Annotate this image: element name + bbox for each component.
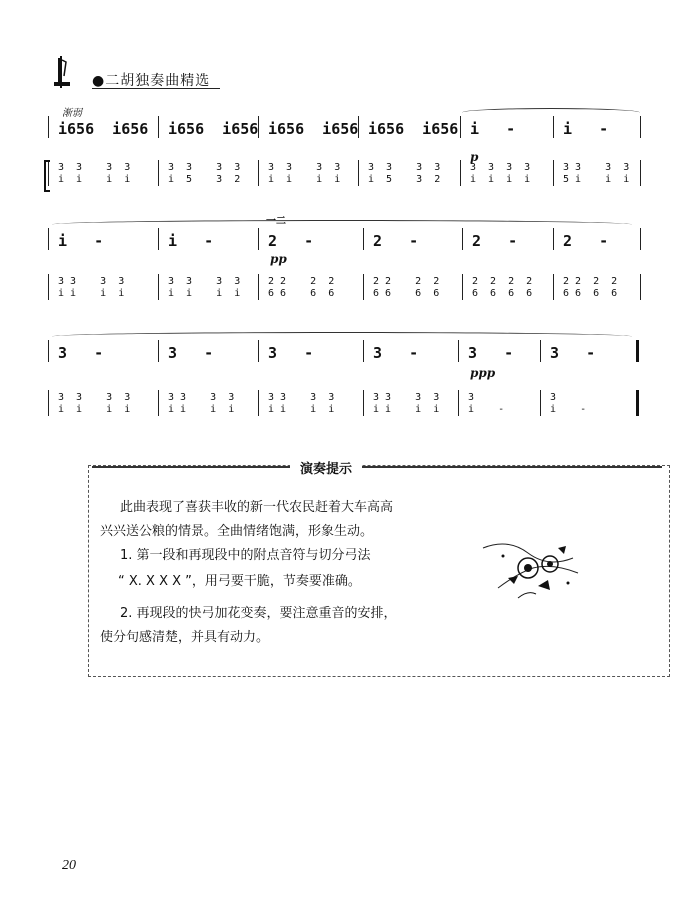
accompaniment-lower: i i i i [268,404,335,415]
barline [363,274,364,300]
accompaniment-lower: i i i i [58,174,131,185]
melody-measure: 2 - [472,232,518,250]
accompaniment-upper: 3 3 3 3 [368,162,441,173]
barline [358,160,359,186]
slur [52,332,632,341]
tips-paragraph-3-line-1: 2. 再现段的快弓加花变奏，要注意重音的安排， [120,606,397,621]
accompaniment-lower: i 5 3 2 [168,174,241,185]
accompaniment-lower: 5 i i i [563,174,630,185]
tips-paragraph-1-line-1: 此曲表现了喜获丰收的新一代农民赶着大车高高 [120,500,394,515]
accompaniment-upper: 3 3 3 3 [268,392,335,403]
melody-measure: i656 i656 [368,120,459,138]
accompaniment-upper: 2 2 2 2 [472,276,533,287]
melody-measure: 2 - [563,232,609,250]
barline [540,390,541,416]
accompaniment-lower: 6 6 6 6 [563,288,618,299]
barline [158,228,159,250]
barline [258,160,259,186]
barline [158,116,159,138]
book-title: ●二胡独奏曲精选 [92,73,211,89]
barline [462,228,463,250]
barline [48,116,49,138]
accompaniment-upper: 2 2 2 2 [268,276,335,287]
melody-measure: i656 i656 [268,120,359,138]
barline [48,390,49,416]
barline [363,228,364,250]
accompaniment-upper: 3 3 3 3 [168,276,241,287]
accompaniment-upper: 3 3 3 3 [168,392,235,403]
dynamic-marking: pp [270,252,287,266]
accompaniment-lower: i i i i [58,288,125,299]
flower-sketch-icon [478,528,588,608]
accompaniment-lower: i i i i [168,404,235,415]
dynamic-marking: ppp [470,366,496,380]
barline [460,160,461,186]
accompaniment-lower: i i i i [268,174,341,185]
melody-measure: 3 - [268,344,314,362]
accompaniment-lower: 6 6 6 6 [268,288,335,299]
accompaniment-upper: 3 3 3 3 [58,162,131,173]
melody-measure: 3 - [550,344,596,362]
barline [458,390,459,416]
accompaniment-lower: i 5 3 2 [368,174,441,185]
accompaniment-upper: 3 3 3 3 [58,392,131,403]
tips-paragraph-2-line-2: “ X. X X X ”，用弓要干脆，节奏要准确。 [118,574,361,589]
fingering-marking: 一二 [266,216,286,227]
barline [363,340,364,362]
barline [48,274,49,300]
header-underline [92,88,220,89]
accompaniment-lower: i - [550,404,587,415]
accompaniment-upper: 3 3 3 3 [268,162,341,173]
dynamic-marking: p [470,150,479,164]
accompaniment-lower: i i i i [470,174,531,185]
accompaniment-lower: 6 6 6 6 [373,288,440,299]
tips-paragraph-1-line-2: 兴兴送公粮的情景。全曲情绪饱满，形象生动。 [100,524,374,539]
melody-measure: 3 - [168,344,214,362]
tips-paragraph-3-line-2: 使分句感清楚，并具有动力。 [100,630,270,645]
barline [553,160,554,186]
melody-measure: 3 - [373,344,419,362]
barline [553,228,554,250]
barline [460,116,461,138]
melody-measure: i656 i656 [168,120,259,138]
accompaniment-lower: i i i i [168,288,241,299]
barline [640,160,641,186]
barline [458,340,459,362]
system-bracket [44,160,50,192]
barline [48,228,49,250]
melody-measure: 3 - [58,344,104,362]
melody-measure: 2 - [373,232,419,250]
barline [640,116,641,138]
melody-measure: 3 - [468,344,514,362]
accompaniment-upper: 3 3 3 3 [563,162,630,173]
barline [258,228,259,250]
final-barline [636,390,639,416]
erhu-icon [44,56,84,90]
accompaniment-lower: i i i i [58,404,131,415]
barline [640,274,641,300]
accompaniment-upper: 3 3 3 3 [373,392,440,403]
barline [158,274,159,300]
melody-measure: i - [168,232,214,250]
accompaniment-upper: 2 2 2 2 [373,276,440,287]
accompaniment-upper: 3 [468,392,475,403]
barline [158,160,159,186]
barline [158,340,159,362]
barline [540,340,541,362]
melody-measure: 2 - [268,232,314,250]
tips-title: 演奏提示 [290,458,362,477]
accompaniment-upper: 3 [550,392,557,403]
tempo-marking: 渐弱 [62,108,82,119]
accompaniment-lower: i - [468,404,505,415]
melody-measure: i656 i656 [58,120,149,138]
barline [363,390,364,416]
barline [553,274,554,300]
barline [258,340,259,362]
page-number: 20 [62,858,76,873]
slur [462,108,640,117]
melody-measure: i - [563,120,609,138]
accompaniment-lower: 6 6 6 6 [472,288,533,299]
barline [462,274,463,300]
barline [640,228,641,250]
final-barline [636,340,639,362]
melody-measure: i - [58,232,104,250]
accompaniment-upper: 3 3 3 3 [168,162,241,173]
barline [553,116,554,138]
barline [158,390,159,416]
accompaniment-lower: i i i i [373,404,440,415]
accompaniment-upper: 3 3 3 3 [470,162,531,173]
slur [52,220,632,229]
tips-title-rule [92,466,662,468]
tips-paragraph-2-line-1: 1. 第一段和再现段中的附点音符与切分弓法 [120,548,371,563]
barline [48,340,49,362]
accompaniment-upper: 3 3 3 3 [58,276,125,287]
melody-measure: i - [470,120,516,138]
barline [258,274,259,300]
barline [258,390,259,416]
accompaniment-upper: 2 2 2 2 [563,276,618,287]
